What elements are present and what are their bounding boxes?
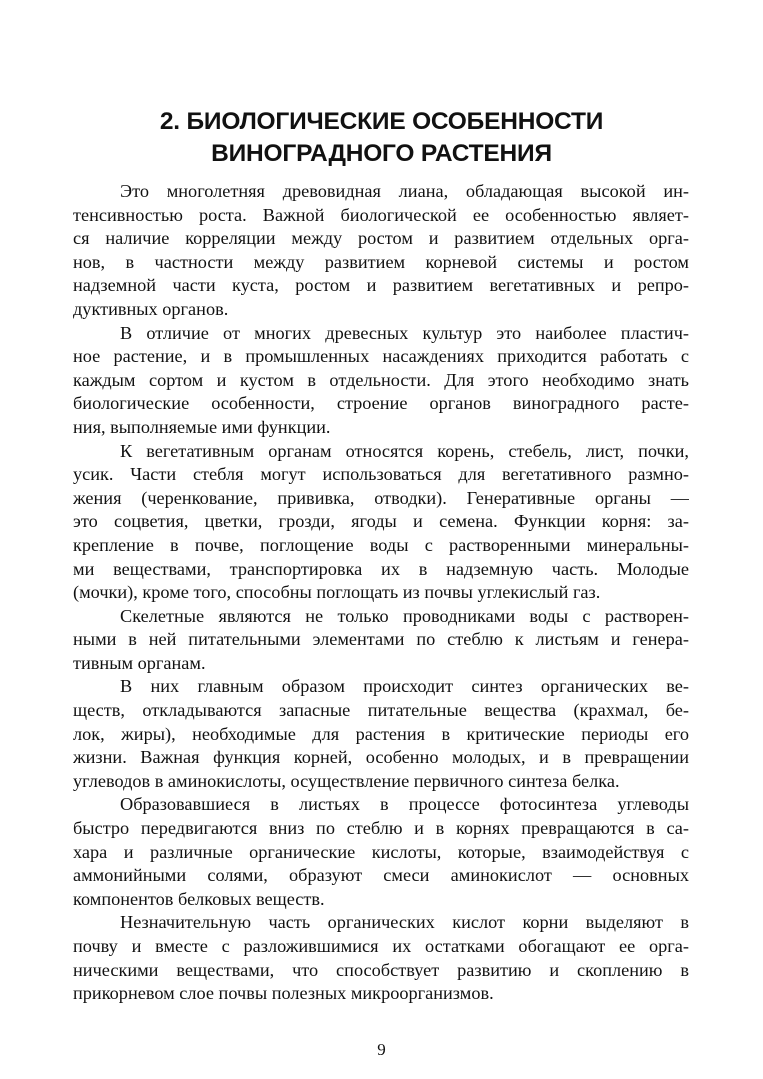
paragraph [73,322,689,440]
paragraph-line: лок, жиры), необходимые для растения в критические периоды его [73,723,689,744]
paragraph-line: Образовавшиеся в листьях в процессе фотосинтеза углеводы [120,794,689,815]
paragraph-line: компонентов белковых веществ. [73,888,325,909]
paragraph-line: это соцветия, цветки, грозди, ягоды и семена. Функции корня: за- [73,511,689,532]
chapter-heading [60,106,703,170]
paragraph-line: жения (черенкование, прививка, отводки). Генеративные органы — [73,487,689,508]
paragraph-line: углеводов в аминокислоты, осуществление первичного синтеза белка. [73,770,620,791]
paragraph-line: ми веществами, транспортировка их в надземную часть. Молодые [73,558,689,579]
paragraph-line: Это многолетняя древовидная лиана, обладающая высокой ин- [120,181,689,201]
paragraph-line: В них главным образом происходит синтез органических ве- [120,676,689,697]
paragraph-line: ническими веществами, что способствует развитию и скоплению в [73,959,689,980]
paragraph-line: аммонийными солями, образуют смеси аминокислот — основных [73,865,689,886]
paragraph-line: жизни. Важная функция корней, особенно молодых, и в превращении [73,747,689,768]
paragraph-line: ное растение, и в промышленных насаждениях приходится работать с [73,346,689,367]
paragraph-line: каждым сортом и кустом в отдельности. Для этого необходимо знать [73,369,689,390]
body-text [73,180,689,1006]
paragraph-line: Незначительную часть органических кислот корни выделяют в [120,912,689,933]
paragraph-line: биологические особенности, строение органов виноградного расте- [73,393,689,414]
paragraph-line: ния, выполняемые ими функции. [73,416,331,437]
paragraph-line: К вегетативным органам относятся корень, стебель, лист, почки, [120,440,689,461]
paragraph [73,440,689,605]
paragraph [73,180,689,322]
paragraph-line: усик. Части стебля могут использоваться для вегетативного размно- [73,464,689,485]
paragraph [73,605,689,676]
chapter-heading-line-1: 2. БИОЛОГИЧЕСКИЕ ОСОБЕННОСТИ [159,108,604,135]
paragraph-line: быстро передвигаются вниз по стеблю и в корнях превращаются в са- [73,818,689,839]
paragraph-line: Скелетные являются не только проводниками воды с растворен- [120,605,689,626]
paragraph-line: прикорневом слое почвы полезных микроорганизмов. [73,983,494,1004]
paragraph-line: ществ, откладываются запасные питательные вещества (крахмал, бе- [73,700,689,721]
paragraph-line: хара и различные органические кислоты, которые, взаимодействуя с [73,841,689,862]
paragraph-line: дуктивных органов. [73,298,229,319]
paragraph-line: почву и вместе с разложившимися их остатками обогащают ее орга- [73,936,689,956]
paragraph-line: тивным органам. [73,652,206,673]
chapter-heading-line-2: ВИНОГРАДНОГО РАСТЕНИЯ [211,140,552,167]
paragraph-line: ся наличие корреляции между ростом и развитием отдельных орга- [73,228,689,249]
paragraph-line: надземной части куста, ростом и развитием вегетативных и репро- [73,275,689,296]
paragraph [73,675,689,793]
paragraph-line: (мочки), кроме того, способны поглощать из почвы углекислый газ. [73,582,601,603]
paragraph-line: В отличие от многих древесных культур это наиболее пластич- [120,322,689,343]
paragraph-line: нов, в частности между развитием корневой системы и ростом [73,251,689,272]
page-number: 9 [377,1040,386,1059]
paragraph [73,911,689,1005]
paragraph [73,793,689,911]
paragraph-line: ными в ней питательными элементами по стеблю к листьям и генера- [73,629,689,650]
paragraph-line: тенсивностью роста. Важной биологической ее особенностью являет- [73,204,689,225]
paragraph-line: крепление в почве, поглощение воды с растворенными минеральны- [73,534,689,555]
